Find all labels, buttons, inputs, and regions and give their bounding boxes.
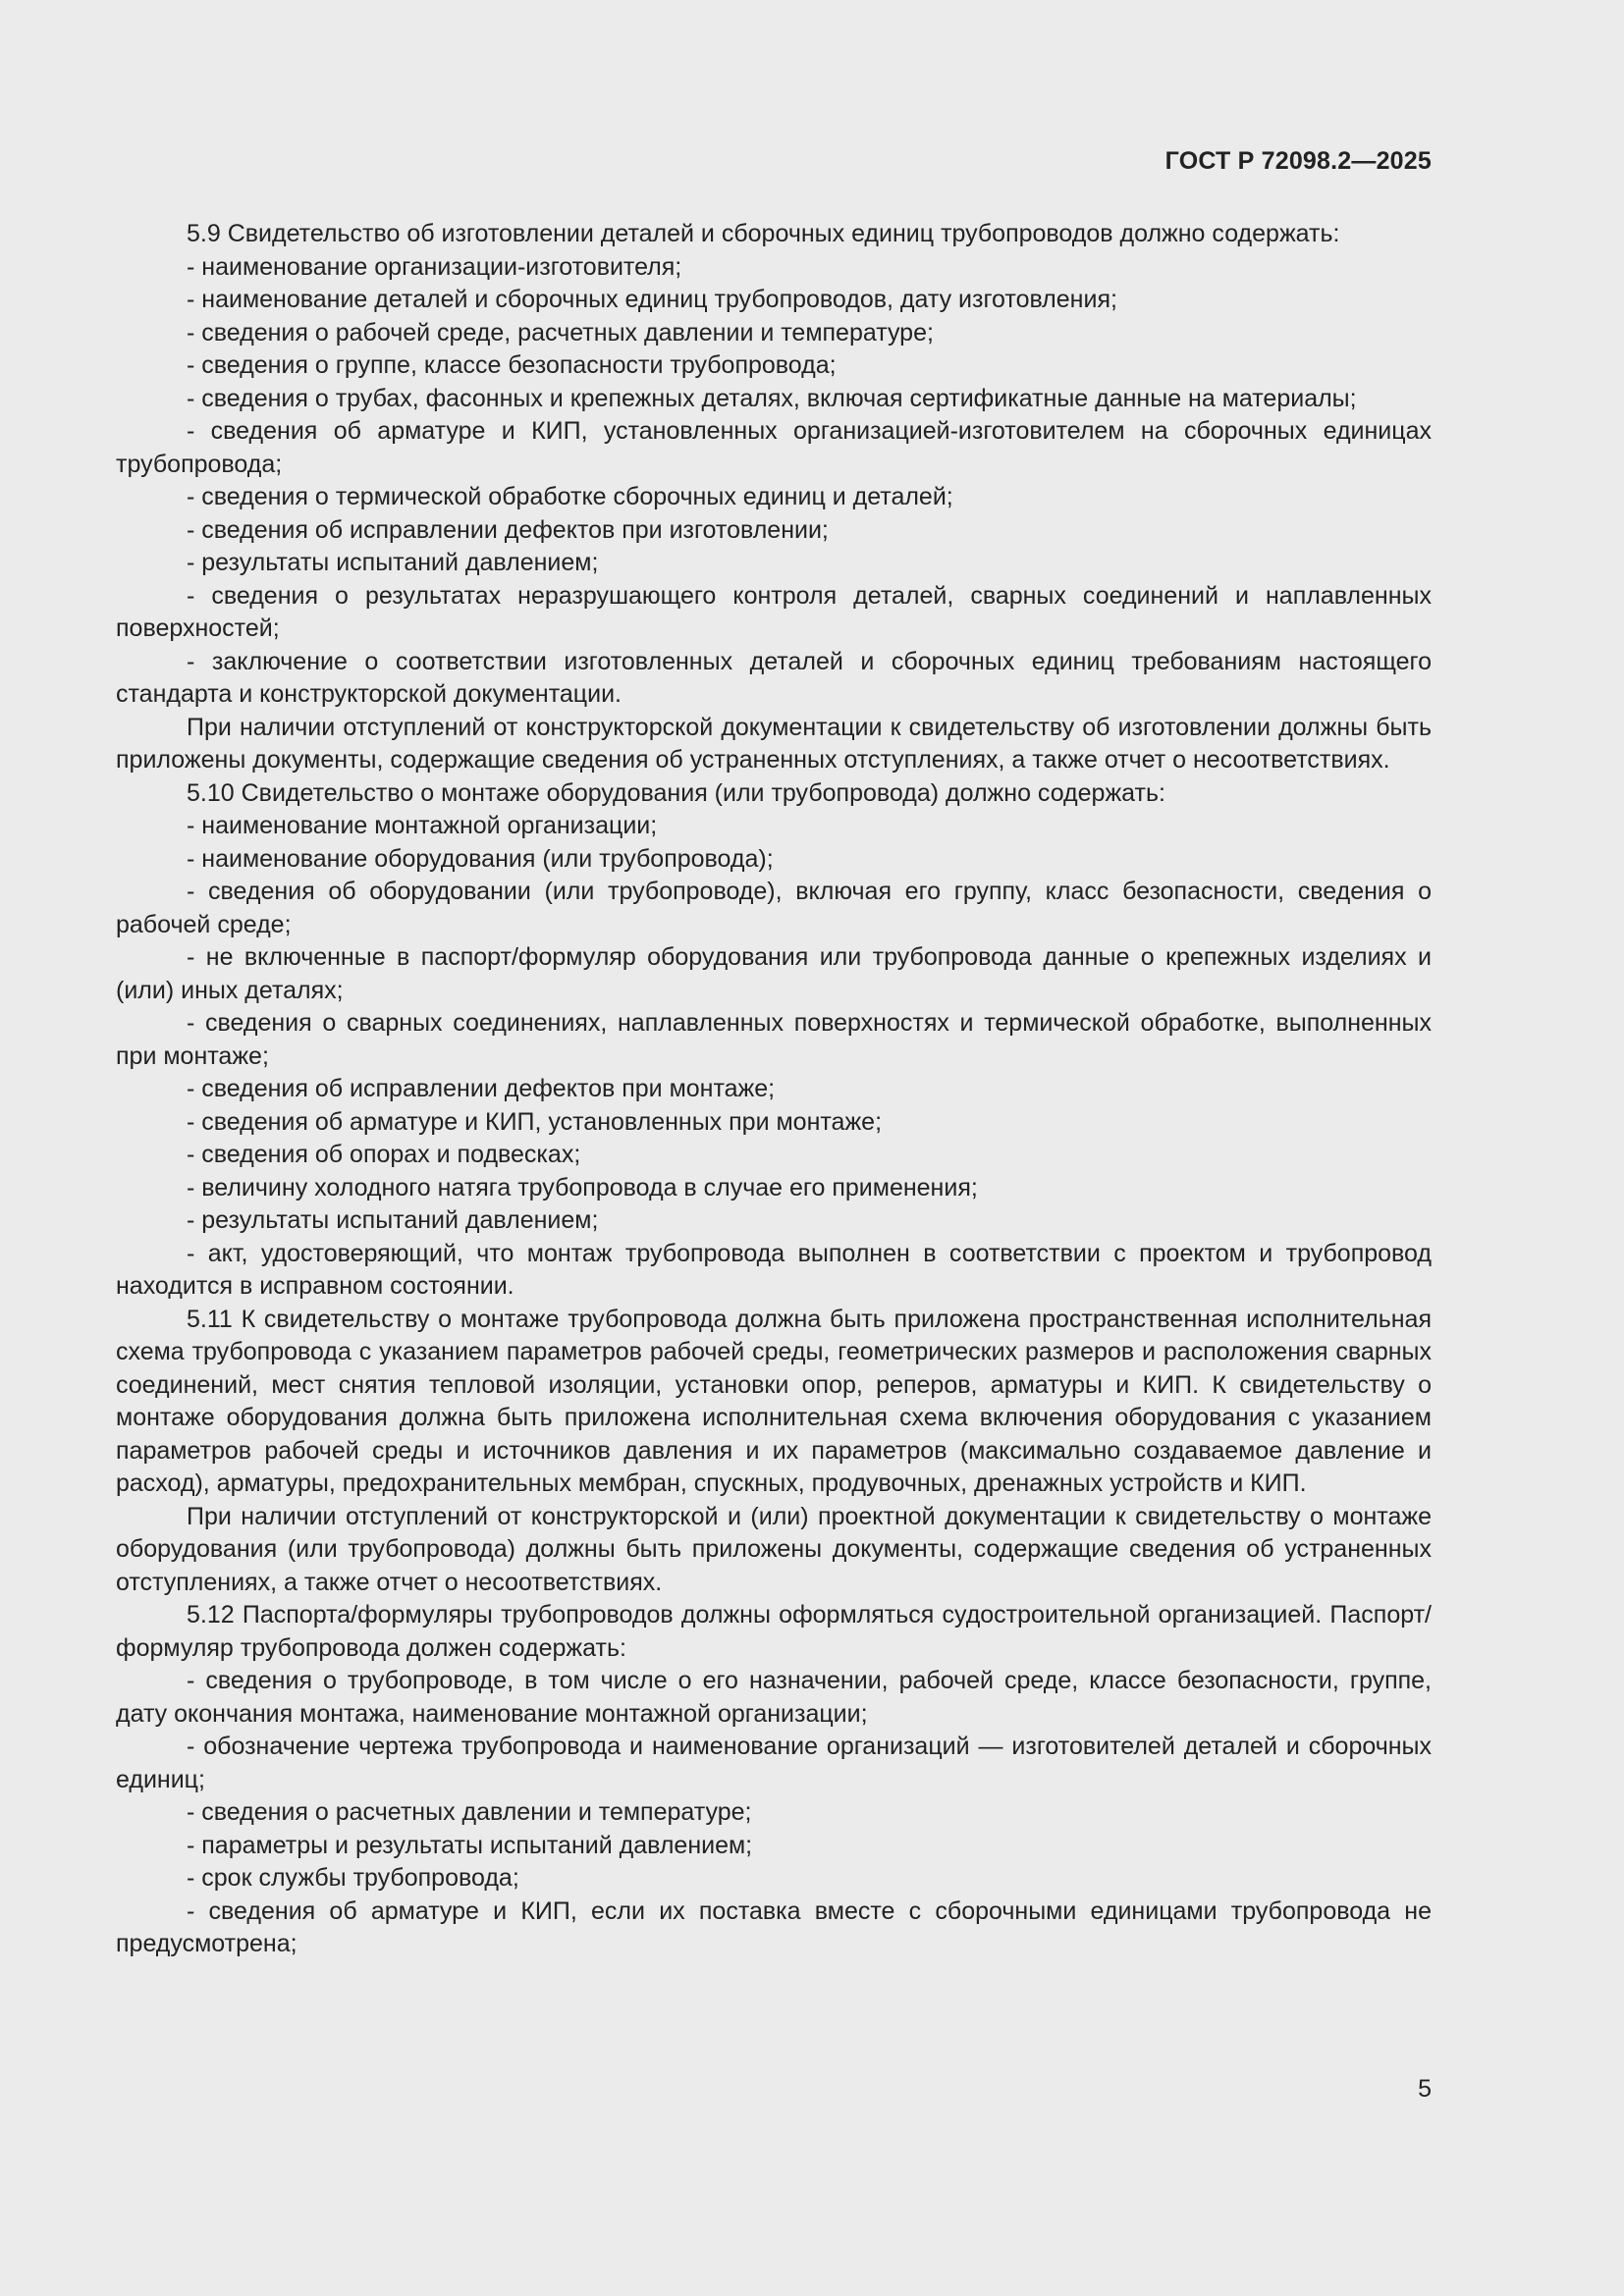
list-item: - сведения о группе, классе безопасности трубопровода; xyxy=(187,351,837,379)
list-item: - сведения об арматуре и КИП, установленных при монтаже; xyxy=(187,1107,883,1136)
list-item: - сведения об исправлении дефектов при монтаже; xyxy=(187,1075,776,1102)
page-number: 5 xyxy=(1418,2075,1432,2103)
list-item: - сведения об опорах и подвесках; xyxy=(187,1141,581,1168)
list-item: - срок службы трубопровода; xyxy=(187,1864,519,1892)
list-item: - акт, удостоверяющий, что монтаж трубопровода выполнен в соответствии с проектом и трубопровод находится в исправном состоянии. xyxy=(116,1239,1432,1300)
list-item: - сведения о расчетных давлении и температуре; xyxy=(187,1798,752,1826)
paragraph-5-12: 5.12 Паспорта/формуляры трубопроводов должны оформляться судостроительной организацией. Паспорт/формуляр трубопровода должен содержать: xyxy=(116,1601,1432,1662)
body-paragraph: При наличии отступлений от конструкторской документации к свидетельству об изготовлении должны быть приложены документы, содержащие сведения об устраненных отступлениях, а также отчет о несоответствиях. xyxy=(116,713,1432,774)
list-item: - обозначение чертежа трубопровода и наименование организаций — изготовителей деталей и сборочных единиц; xyxy=(116,1733,1432,1793)
list-item: - сведения о сварных соединениях, наплавленных поверхностях и термической обработке, выполненных при монтаже; xyxy=(116,1009,1432,1070)
document-code: ГОСТ Р 72098.2—2025 xyxy=(1164,147,1432,175)
list-item: - величину холодного натяга трубопровода в случае его применения; xyxy=(187,1173,978,1201)
list-item: - сведения об арматуре и КИП, установленных организацией-изготовителем на сборочных единицах трубопровода; xyxy=(116,417,1432,478)
list-item: - наименование организации-изготовителя; xyxy=(187,252,682,281)
list-item: - сведения об исправлении дефектов при изготовлении; xyxy=(187,515,829,544)
list-item: - сведения об арматуре и КИП, если их поставка вместе с сборочными единицами трубопровода не предусмотрена; xyxy=(116,1896,1432,1957)
list-item: - параметры и результаты испытаний давлением; xyxy=(187,1831,753,1859)
list-item: - сведения о термической обработке сборочных единиц и деталей; xyxy=(187,483,953,510)
paragraph-5-9: 5.9 Свидетельство об изготовлении деталей и сборочных единиц трубопроводов должно содержать: xyxy=(187,220,1340,247)
list-item: - не включенные в паспорт/формуляр оборудования или трубопровода данные о крепежных изделиях и (или) иных деталях; xyxy=(116,943,1432,1004)
list-item: - результаты испытаний давлением; xyxy=(187,1206,599,1234)
list-item: - сведения о результатах неразрушающего контроля деталей, сварных соединений и наплавленных поверхностей; xyxy=(116,581,1432,642)
body-paragraph: При наличии отступлений от конструкторской и (или) проектной документации к свидетельству о монтаже оборудования (или трубопровода) должны быть приложены документы, содержащие сведения об устраненных отступлениях, а также отчет о несоответствиях. xyxy=(116,1502,1432,1596)
paragraph-5-11: 5.11 К свидетельству о монтаже трубопровода должна быть приложена пространственная исполнительная схема трубопровода с указанием параметров рабочей среды, геометрических размеров и расположения сварных соединений, мест снятия тепловой изоляции, установки опор, реперов, арматуры и КИП. К свидетельству о монтаже оборудования должна быть приложена исполнительная схема включения оборудования с указанием параметров рабочей среды и источников давления и их параметров (максимально создаваемое давление и расход), арматуры, предохранительных мембран, спускных, продувочных, дренажных устройств и КИП. xyxy=(116,1305,1432,1497)
list-item: - наименование оборудования (или трубопровода); xyxy=(187,844,774,873)
list-item: - сведения об оборудовании (или трубопроводе), включая его группу, класс безопасности, сведения о рабочей среде; xyxy=(116,878,1432,938)
list-item: - наименование деталей и сборочных единиц трубопроводов, дату изготовления; xyxy=(187,286,1117,313)
list-item: - заключение о соответствии изготовленных деталей и сборочных единиц требованиям настоящего стандарта и конструкторской документации. xyxy=(116,647,1432,708)
list-item: - сведения о рабочей среде, расчетных давлении и температуре; xyxy=(187,318,934,347)
document-body xyxy=(116,218,1432,1961)
list-item: - сведения о трубах, фасонных и крепежных деталях, включая сертификатные данные на материалы; xyxy=(187,384,1357,412)
list-item: - наименование монтажной организации; xyxy=(187,812,658,839)
document-page xyxy=(116,147,1432,1961)
list-item: - сведения о трубопроводе, в том числе о его назначении, рабочей среде, классе безопасности, группе, дату окончания монтажа, наименование монтажной организации; xyxy=(116,1667,1432,1728)
list-item: - результаты испытаний давлением; xyxy=(187,549,599,576)
paragraph-5-10: 5.10 Свидетельство о монтаже оборудования (или трубопровода) должно содержать: xyxy=(187,778,1165,807)
